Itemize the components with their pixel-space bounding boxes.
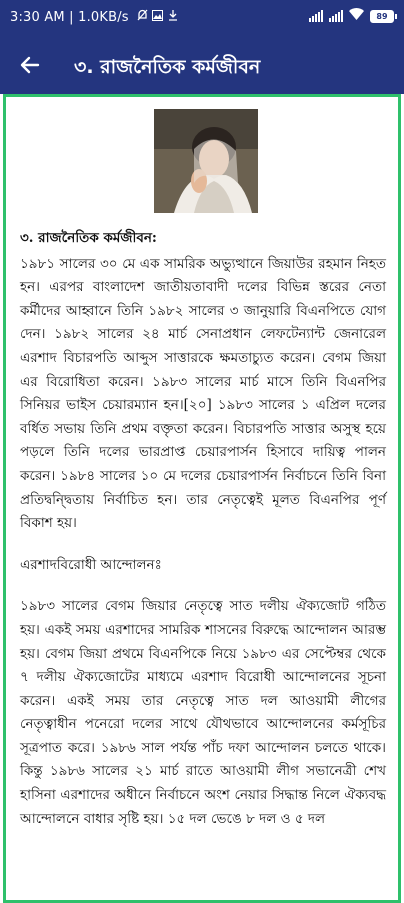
signal-icon-2 — [329, 10, 343, 22]
battery-icon: 89 — [370, 10, 394, 23]
signal-icon — [309, 10, 323, 22]
download-icon — [168, 10, 178, 25]
article-subheading: এরশাদবিরোধী আন্দোলনঃ — [20, 556, 162, 573]
image-icon — [152, 10, 167, 25]
article-paragraph-1: ১৯৮১ সালের ৩০ মে এক সামরিক অভ্যুত্থানে জিয়াউর রহমান নিহত হন। এরপর বাংলাদেশ জাতীয়তাবাদী দলের বিভিন্ন স্তরের নেতা কর্মীদের আহ্বানে তিনি ১৯৮২ সালের ৩ জানুয়ারি বিএনপিতে যোগ দেন। ১৯৮২ সালের ২৪ মার্চ সেনাপ্রধান লেফটেন্যান্ট জেনারেল এরশাদ বিচারপতি আব্দুস সাত্তারকে ক্ষমতাচ্যুত করেন। বেগম জিয়া এর বিরোধিতা করেন। ১৯৮৩ সালের মার্চ মাসে তিনি বিএনপির সিনিয়র ভাইস চেয়ারম্যান হন।[২০] ১৯৮৩ সালের ১ এপ্রিল দলের বর্ধিত সভায় তিনি প্রথম বক্তৃতা করেন। বিচারপতি সাত্তার অসুস্থ হয়ে পড়লে তিনি দলের ভারপ্রাপ্ত চেয়ারপার্সন হিসাবে দায়িত্ব পালন করেন। ১৯৮৪ সালের ১০ মে দলের চেয়ারপার্সন নির্বাচনে তিনি বিনা প্রতিদ্বন্দ্বিতায় নির্বাচিত হন। তার নেতৃত্বেই মূলত বিএনপির পূর্ণ বিকাশ হয়। — [20, 255, 386, 532]
back-button[interactable] — [16, 51, 44, 79]
app-bar — [0, 36, 404, 94]
arrow-left-icon — [16, 51, 44, 79]
article-frame[interactable] — [3, 94, 401, 903]
article-paragraph-2: ১৯৮৩ সালের বেগম জিয়ার নেতৃত্বে সাত দলীয় ঐক্যজোট গঠিত হয়। একই সময় এরশাদের সামরিক শাসনের বিরুদ্ধে আন্দোলন আরম্ভ হয়। বেগম জিয়া প্রথমে বিএনপিকে নিয়ে ১৯৮৩ এর সেপ্টেম্বর থেকে ৭ দলীয় ঐক্যজোটের মাধ্যমে এরশাদ বিরোধী আন্দোলনের সূচনা করেন। একই সময় তার নেতৃত্বে সাত দল আওয়ামী লীগের নেতৃত্বাধীন পনেরো দলের সাথে যৌথভাবে আন্দোলনের কর্মসূচির সূত্রপাত করে। ১৯৮৬ সাল পর্যন্ত পাঁচ দফা আন্দোলন চলতে থাকে। কিন্তু ১৯৮৬ সালের ২১ মার্চ রাতে আওয়ামী লীগ সভানেত্রী শেখ হাসিনা এরশাদের অধীনে নির্বাচনে অংশ নেয়ার সিদ্ধান্ত নিলে ঐক্যবদ্ধ আন্দোলনে বাধার সৃষ্টি হয়। ১৫ দল ভেঙে ৮ দল ও ৫ দল — [20, 598, 386, 827]
article-heading: ৩. রাজনৈতিক কর্মজীবন: — [20, 230, 157, 246]
status-bar — [0, 0, 404, 36]
status-time: 3:30 AM — [10, 10, 65, 25]
wifi-icon — [349, 8, 364, 24]
portrait-photo — [154, 109, 258, 213]
page-title: ৩. রাজনৈতিক কর্মজীবন — [74, 56, 261, 78]
status-network-speed: 1.0KB/s — [78, 10, 129, 25]
status-right — [309, 8, 394, 24]
mute-icon — [137, 10, 152, 25]
article-content — [20, 227, 386, 849]
status-left: 3:30 AM | 1.0KB/s — [10, 9, 178, 25]
